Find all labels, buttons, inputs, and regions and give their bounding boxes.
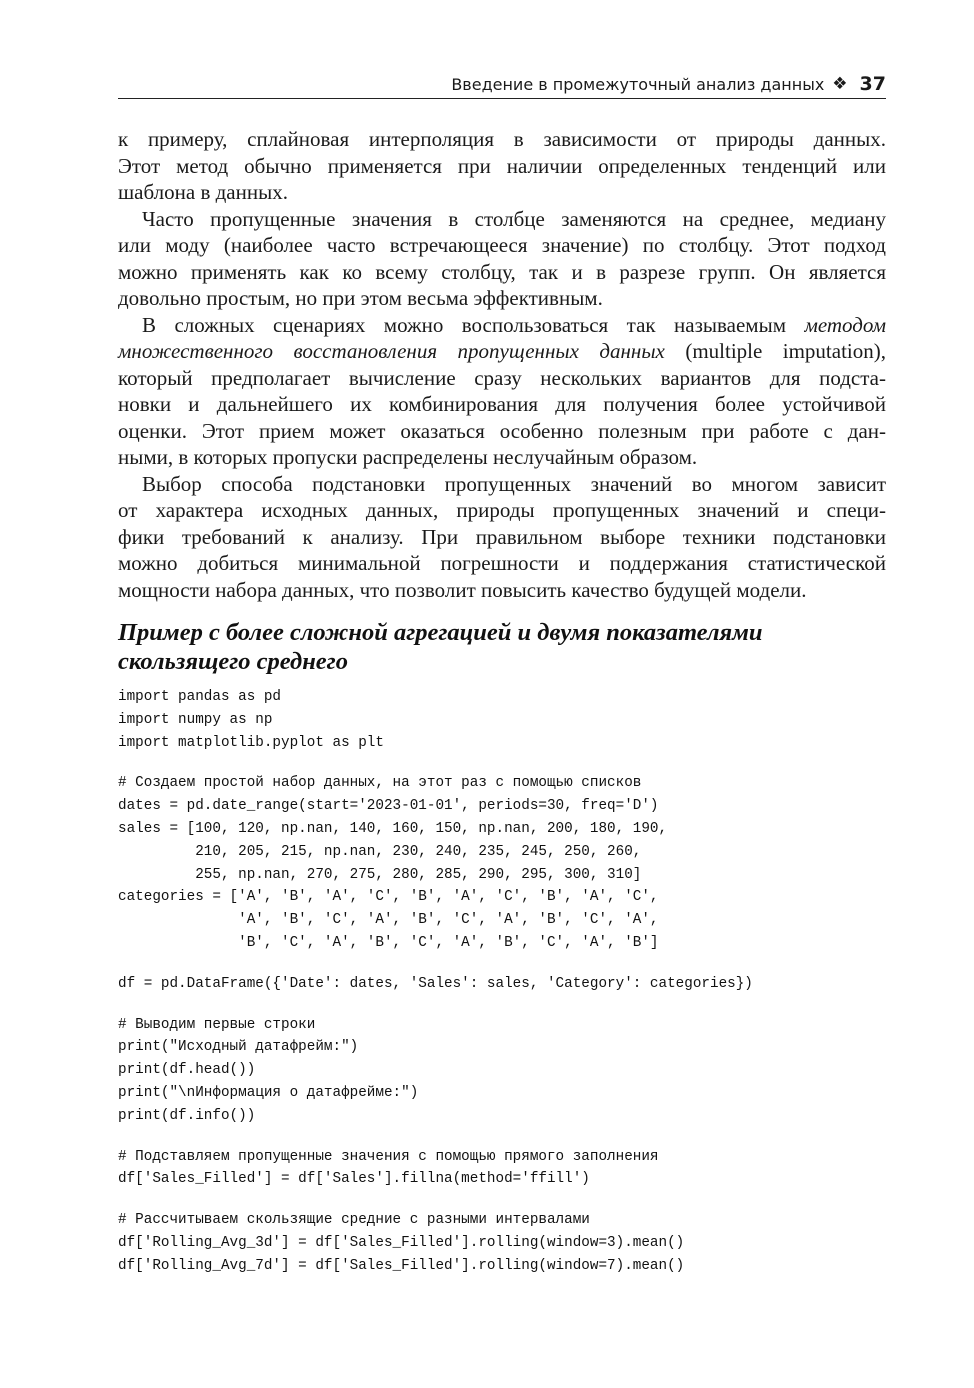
text-line — [118, 153, 886, 180]
code-line: df = pd.DataFrame({'Date': dates, 'Sales': sales, 'Category': categories}) — [118, 975, 753, 992]
section-heading-line: скользящего среднего — [118, 648, 348, 675]
page-number: 37 — [859, 73, 886, 95]
paragraph — [118, 312, 886, 471]
text-line — [118, 550, 886, 577]
running-header — [118, 70, 886, 99]
text-line — [118, 206, 886, 233]
code-line — [118, 1191, 753, 1209]
text-segment: шаблона в данных. — [118, 180, 288, 204]
code-line: 210, 205, 215, np.nan, 230, 240, 235, 245, 250, 260, — [118, 843, 642, 860]
paragraph — [118, 471, 886, 604]
code-comment: # Выводим первые строки — [118, 1016, 316, 1033]
text-segment: новки и дальнейшего их комбинирования для получения более устойчивой — [118, 392, 886, 416]
code-line: df['Rolling_Avg_3d'] = df['Sales_Filled'].rolling(window=3).mean() — [118, 1234, 685, 1251]
text-segment: Выбор способа подстановки пропущенных значений во многом зависит — [142, 471, 886, 496]
code-line: df['Rolling_Avg_7d'] = df['Sales_Filled'].rolling(window=7).mean() — [118, 1257, 685, 1274]
text-segment: можно применять как ко всему столбцу, так и в разрезе групп. Он является — [118, 259, 886, 284]
text-line — [118, 391, 886, 418]
text-line — [118, 418, 886, 445]
text-segment: можно добиться минимальной погрешности и поддержания статистической — [118, 551, 886, 575]
code-line: dates = pd.date_range(start='2023-01-01', periods=30, freq='D') — [118, 798, 659, 815]
code-line: 'B', 'C', 'A', 'B', 'C', 'A', 'B', 'C', 'A', 'B'] — [118, 934, 659, 951]
paragraph — [118, 206, 886, 312]
code-listing — [118, 686, 753, 1278]
body-text — [118, 126, 886, 603]
text-segment: мощности набора данных, что позволит повысить качество будущей модели. — [118, 577, 807, 602]
text-line — [118, 232, 886, 259]
text-line — [118, 312, 886, 339]
text-segment: Этот метод обычно применяется при наличии определенных тенденций или — [118, 153, 886, 178]
code-line — [118, 955, 753, 973]
code-comment: # Подставляем пропущенные значения с помощью прямого заполнения — [118, 1148, 659, 1165]
text-line — [118, 365, 886, 392]
code-line: import pandas as pd — [118, 689, 282, 705]
code-line — [118, 996, 753, 1014]
running-title: Введение в промежуточный анализ данных — [451, 74, 825, 94]
code-line: import matplotlib.pyplot as plt — [118, 734, 384, 751]
code-line: 'A', 'B', 'C', 'A', 'B', 'C', 'A', 'B', 'C', 'A', — [118, 912, 659, 929]
code-comment: # Создаем простой набор данных, на этот раз с помощью списков — [118, 775, 642, 792]
text-line — [118, 285, 886, 312]
text-line — [118, 471, 886, 498]
code-line: print("Исходный датафрейм:") — [118, 1039, 359, 1056]
section-heading-line: Пример с более сложной агрегацией и двумя показателями — [118, 619, 763, 646]
text-line — [118, 259, 886, 286]
text-segment: (multiple imputation), — [664, 339, 886, 363]
italic-term: методом — [804, 312, 886, 337]
text-segment: к примеру, сплайновая интерполяция в зависимости от природы данных. — [118, 127, 886, 151]
italic-term: множественного восстановления пропущенных данных — [118, 339, 665, 363]
code-line: 255, np.nan, 270, 275, 280, 285, 290, 295, 300, 310] — [118, 866, 642, 883]
ornament-icon: ❖ — [832, 74, 848, 94]
code-line: print(df.head()) — [118, 1062, 256, 1079]
text-segment: ными, в которых пропуски распределены неслучайным образом. — [118, 445, 698, 469]
text-line — [118, 577, 886, 604]
text-segment: Часто пропущенные значения в столбце заменяются на среднее, медиану — [142, 206, 886, 231]
code-line — [118, 1128, 753, 1146]
text-segment: довольно простым, но при этом весьма эффективным. — [118, 286, 603, 310]
text-segment: В сложных сценариях можно воспользоваться так называемым — [142, 312, 805, 337]
section-heading — [118, 618, 886, 676]
paragraph — [118, 126, 886, 206]
code-line: sales = [100, 120, np.nan, 140, 160, 150, np.nan, 200, 180, 190, — [118, 820, 668, 837]
text-line — [118, 444, 886, 471]
code-comment: # Рассчитываем скользящие средние с разными интервалами — [118, 1212, 590, 1229]
text-line — [118, 179, 886, 206]
text-segment: фики требований к анализу. При правильном выборе техники подстановки — [118, 524, 886, 549]
code-line — [118, 754, 753, 772]
text-segment: или моду (наиболее часто встречающееся значение) по столбцу. Этот подход — [118, 233, 886, 257]
code-line: import numpy as np — [118, 711, 273, 728]
code-line: categories = ['A', 'B', 'A', 'C', 'B', 'A', 'C', 'B', 'A', 'C', — [118, 889, 659, 906]
text-segment: от характера исходных данных, природы пропущенных значений и специ- — [118, 498, 886, 522]
code-line: print("\nИнформация о датафрейме:") — [118, 1084, 419, 1101]
text-line — [118, 524, 886, 551]
text-segment: который предполагает вычисление сразу нескольких вариантов для подста- — [118, 365, 886, 390]
text-line — [118, 126, 886, 153]
code-line: print(df.info()) — [118, 1107, 256, 1124]
code-line: df['Sales_Filled'] = df['Sales'].fillna(method='ffill') — [118, 1171, 590, 1188]
text-line — [118, 338, 886, 365]
text-segment: оценки. Этот прием может оказаться особенно полезным при работе с дан- — [118, 418, 886, 443]
text-line — [118, 497, 886, 524]
